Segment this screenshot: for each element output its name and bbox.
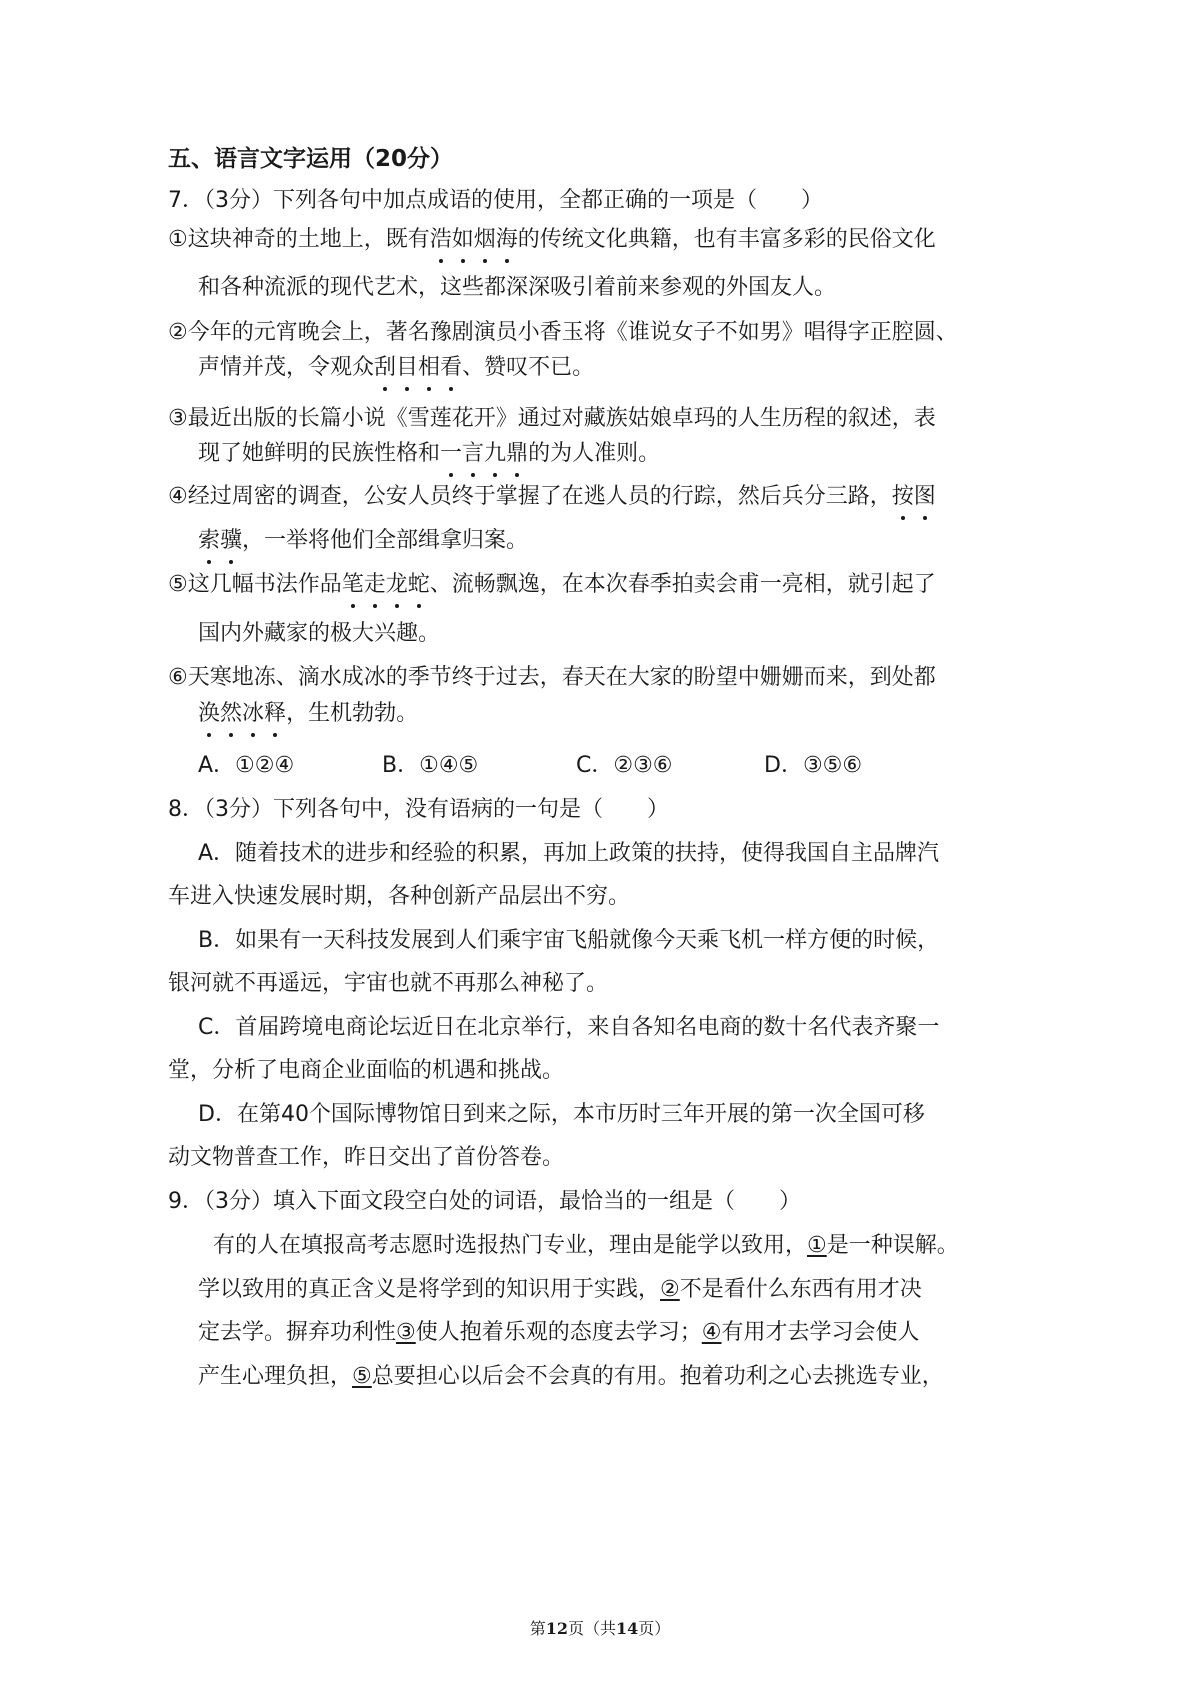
blank-marker: ② (660, 1277, 680, 1302)
dotted-char: 浩 (430, 225, 452, 255)
blank-marker: ④ (701, 1320, 722, 1345)
q7-option-c: C．②③⑥ (576, 753, 673, 778)
q8-option-b: B．如果有一天科技发展到人们乘宇宙飞船就像今天乘飞机一样方便的时候， (198, 928, 940, 953)
q9-passage-line-1 (213, 1231, 959, 1261)
q8-option-c-cont: 堂，分析了电商企业面临的机遇和挑战。 (168, 1058, 565, 1083)
dotted-char: 龙 (386, 570, 408, 600)
q7-sentence-1 (168, 225, 936, 255)
q7-sentence-1-cont: 和各种流派的现代艺术，这些都深深吸引着前来参观的外国友人。 (198, 275, 837, 300)
q7-option-d: D．③⑤⑥ (764, 753, 863, 778)
dotted-char: 如 (452, 225, 474, 255)
q7-sentence-2-cont (198, 353, 594, 383)
dotted-char: 九 (484, 439, 506, 469)
dotted-char: 释 (264, 699, 286, 729)
text-segment: 的为人准则。 (528, 441, 661, 466)
q7-option-b: B．①④⑤ (382, 753, 479, 778)
text-segment: 总要担心以后会不会真的有用。抱着功利之心去挑选专业， (371, 1364, 944, 1389)
q9-passage-line-3 (198, 1318, 920, 1348)
footer-text: 页（共 (567, 1619, 616, 1638)
q8-option-b-cont: 银河就不再遥远，宇宙也就不再那么神秘了。 (168, 971, 609, 996)
blank-marker: ③ (396, 1320, 416, 1345)
dotted-char: 看 (440, 353, 462, 383)
text-segment: 的传统文化典籍，也有丰富多彩的民俗文化 (517, 227, 936, 252)
q8-option-a: A．随着技术的进步和经验的积累，再加上政策的扶持，使得我国自主品牌汽 (198, 841, 940, 866)
q9-stem: 9．（3分）填入下面文段空白处的词语，最恰当的一组是（ ） (168, 1189, 801, 1214)
q8-option-d-cont: 动文物普查工作，昨日交出了首份答卷。 (168, 1145, 565, 1170)
text-segment: ④经过周密的调查，公安人员终于掌握了在逃人员的行踪，然后兵分三路， (168, 484, 892, 509)
text-segment: 有用才去学习会使人 (721, 1320, 920, 1345)
section-title: 五、语言文字运用（20分） (168, 146, 454, 172)
dotted-char: 图 (914, 482, 936, 512)
q7-sentence-4 (168, 482, 936, 512)
text-segment: 有的人在填报高考志愿时选报热门专业，理由是能学以致用， (213, 1233, 808, 1258)
dotted-char: 索 (198, 526, 220, 556)
q7-sentence-5-cont: 国内外藏家的极大兴趣。 (198, 621, 441, 646)
blank-marker: ① (807, 1233, 827, 1258)
q7-sentence-6: ⑥天寒地冻、滴水成冰的季节终于过去，春天在大家的盼望中姗姗而来，到处都 (168, 665, 936, 690)
text-segment: ⑤这几幅书法作品 (168, 572, 342, 597)
page-total: 14 (616, 1619, 639, 1638)
text-segment: 是一种误解。 (826, 1233, 959, 1258)
text-segment: ，生机勃勃。 (286, 701, 419, 726)
text-segment: 声情并茂，令观众 (198, 355, 375, 380)
dotted-char: 骥 (220, 526, 242, 556)
text-segment: 定去学。摒弃功利性 (198, 1320, 397, 1345)
dotted-char: 蛇 (408, 570, 430, 600)
q7-sentence-2: ②今年的元宵晚会上，著名豫剧演员小香玉将《谁说女子不如男》唱得字正腔圆、 (168, 320, 958, 345)
dotted-char: 言 (462, 439, 484, 469)
footer-text: 第 (529, 1619, 546, 1638)
q7-sentence-5 (168, 570, 936, 600)
dotted-char: 走 (364, 570, 386, 600)
text-segment: 使人抱着乐观的态度去学习； (415, 1320, 702, 1345)
text-segment: 学以致用的真正含义是将学到的知识用于实践， (198, 1277, 661, 1302)
text-segment: ，一举将他们全部缉拿归案。 (242, 528, 529, 553)
dotted-char: 烟 (474, 225, 496, 255)
q8-option-a-cont: 车进入快速发展时期，各种创新产品层出不穷。 (168, 884, 631, 909)
page-number: 12 (545, 1619, 568, 1638)
q8-stem: 8．（3分）下列各句中，没有语病的一句是（ ） (168, 797, 669, 822)
q9-passage-line-4 (198, 1362, 944, 1392)
q7-stem: 7．（3分）下列各句中加点成语的使用，全都正确的一项是（ ） (168, 188, 823, 213)
dotted-char: 然 (220, 699, 242, 729)
q9-passage-line-2 (198, 1275, 922, 1305)
q7-sentence-3: ③最近出版的长篇小说《雪莲花开》通过对藏族姑娘卓玛的人生历程的叙述，表 (168, 406, 936, 431)
text-segment: 、流畅飘逸，在本次春季拍卖会甫一亮相，就引起了 (429, 572, 936, 597)
blank-marker: ⑤ (352, 1364, 372, 1389)
text-segment: 、赞叹不已。 (462, 355, 595, 380)
dotted-char: 冰 (242, 699, 264, 729)
dotted-char: 一 (440, 439, 462, 469)
dotted-char: 笔 (342, 570, 364, 600)
dotted-char: 海 (496, 225, 518, 255)
dotted-char: 涣 (198, 699, 220, 729)
dotted-char: 鼎 (506, 439, 528, 469)
text-segment: ①这块神奇的土地上，既有 (168, 227, 430, 252)
q7-sentence-3-cont (198, 439, 660, 469)
dotted-char: 相 (418, 353, 440, 383)
dotted-char: 刮 (374, 353, 396, 383)
text-segment: 产生心理负担， (198, 1364, 353, 1389)
footer-text: 页） (638, 1619, 671, 1638)
q7-sentence-6-cont (198, 699, 418, 729)
q7-sentence-4-cont (198, 526, 528, 556)
q8-option-d: D．在第40个国际博物馆日到来之际，本市历时三年开展的第一次全国可移 (198, 1102, 925, 1127)
text-segment: 不是看什么东西有用才决 (679, 1277, 922, 1302)
dotted-char: 按 (892, 482, 914, 512)
q8-option-c: C．首届跨境电商论坛近日在北京举行，来自各知名电商的数十名代表齐聚一 (198, 1015, 940, 1040)
dotted-char: 目 (396, 353, 418, 383)
page-footer (0, 1616, 1200, 1639)
text-segment: 现了她鲜明的民族性格和 (198, 441, 441, 466)
q7-option-a: A．①②④ (198, 753, 295, 778)
